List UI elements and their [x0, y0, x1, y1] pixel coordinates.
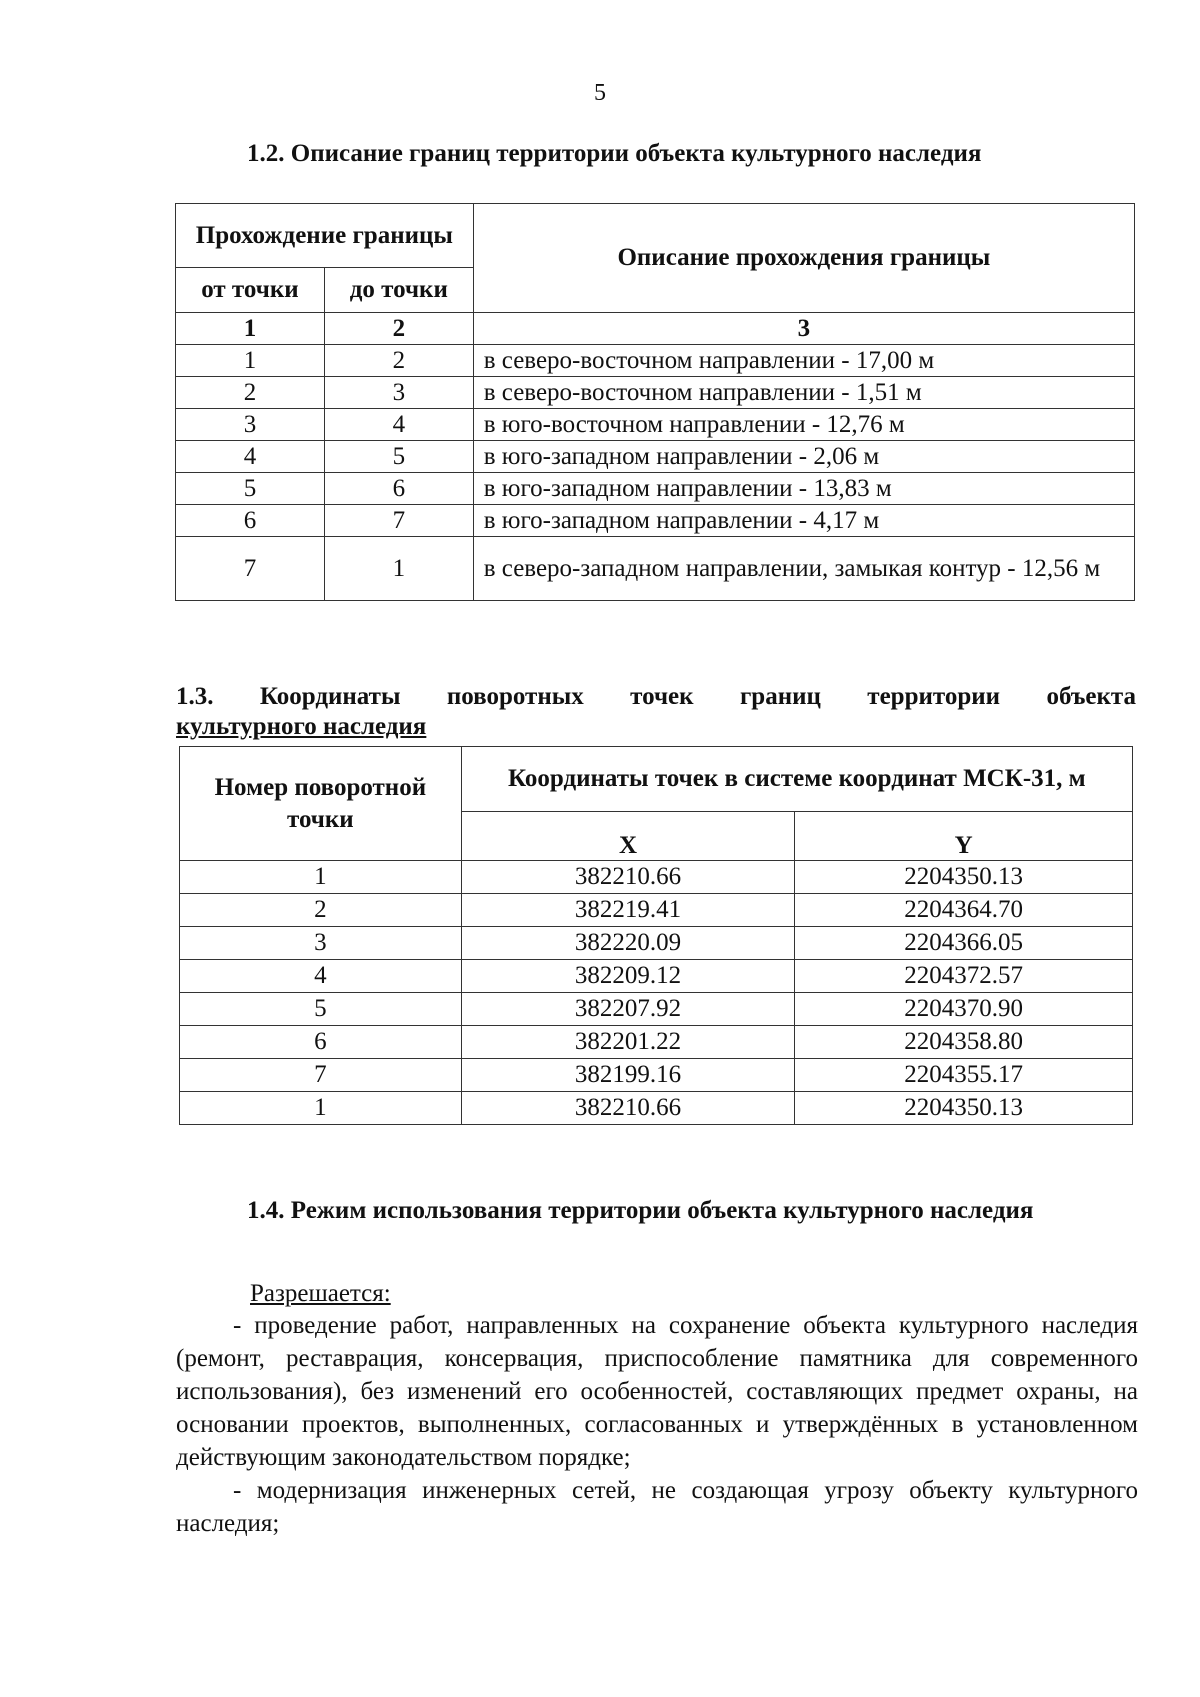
point-number: 4: [180, 960, 462, 993]
from-point: 3: [176, 409, 325, 441]
allowed-label: Разрешается:: [250, 1280, 391, 1307]
coordinate-x: 382220.09: [461, 927, 795, 960]
section-1-3-heading-continued: культурного наследия: [176, 713, 427, 740]
segment-description: в юго-восточном направлении - 12,76 м: [473, 409, 1134, 441]
section-1-3-heading: 1.3. Координаты поворотных точек границ территории объекта: [176, 683, 1136, 710]
from-point: 5: [176, 473, 325, 505]
table-row: [180, 1026, 1133, 1059]
coordinate-y: 2204364.70: [795, 894, 1133, 927]
to-point: 2: [324, 345, 473, 377]
point-number: 6: [180, 1026, 462, 1059]
table-row: [180, 861, 1133, 894]
table-row: [176, 473, 1135, 505]
segment-description: в юго-западном направлении - 4,17 м: [473, 505, 1134, 537]
allowed-item-restoration: - проведение работ, направленных на сохранение объекта культурного наследия (ремонт, реставрация, консервация, приспособление памятника для современного использования), без изменений его особенностей, составляющих предмет охраны, на основании проектов, выполненных, согласованных и утверждённых в установленном действующим законодательством порядке;: [176, 1312, 1138, 1471]
header-boundary-passage: Прохождение границы: [176, 204, 474, 268]
coordinate-y: 2204370.90: [795, 993, 1133, 1026]
segment-description: в юго-западном направлении - 13,83 м: [473, 473, 1134, 505]
table-row: [176, 505, 1135, 537]
segment-description: в северо-восточном направлении - 17,00 м: [473, 345, 1134, 377]
column-number-2: 2: [324, 313, 473, 345]
table-row: [176, 537, 1135, 601]
coordinate-x: 382209.12: [461, 960, 795, 993]
section-1-2-heading: 1.2. Описание границ территории объекта культурного наследия: [247, 140, 982, 167]
to-point: 3: [324, 377, 473, 409]
coordinate-y: 2204355.17: [795, 1059, 1133, 1092]
from-point: 6: [176, 505, 325, 537]
from-point: 1: [176, 345, 325, 377]
point-number: 1: [180, 1092, 462, 1125]
coordinate-y: 2204372.57: [795, 960, 1133, 993]
table-row: [180, 894, 1133, 927]
table-row: [180, 1059, 1133, 1092]
to-point: 1: [324, 537, 473, 601]
header-from-point: от точки: [176, 268, 325, 313]
table-row: [176, 441, 1135, 473]
from-point: 4: [176, 441, 325, 473]
coordinate-y: 2204350.13: [795, 1092, 1133, 1125]
column-number-1: 1: [176, 313, 325, 345]
table-row: [176, 409, 1135, 441]
table-row: [180, 960, 1133, 993]
table-row: [180, 1092, 1133, 1125]
coordinate-y: 2204350.13: [795, 861, 1133, 894]
coordinate-x: 382219.41: [461, 894, 795, 927]
to-point: 7: [324, 505, 473, 537]
point-number: 2: [180, 894, 462, 927]
allowed-item-utilities: - модернизация инженерных сетей, не создающая угрозу объекту культурного наследия;: [176, 1477, 1138, 1537]
point-number: 3: [180, 927, 462, 960]
coordinate-x: 382210.66: [461, 861, 795, 894]
coordinate-y: 2204358.80: [795, 1026, 1133, 1059]
section-1-4-heading: 1.4. Режим использования территории объекта культурного наследия: [247, 1197, 1034, 1224]
boundary-description-table: [175, 203, 1135, 601]
coordinate-x: 382201.22: [461, 1026, 795, 1059]
table-row: [180, 993, 1133, 1026]
point-number: 5: [180, 993, 462, 1026]
page-number: 5: [594, 80, 606, 106]
header-boundary-description: Описание прохождения границы: [473, 204, 1134, 313]
from-point: 7: [176, 537, 325, 601]
coordinate-x: 382207.92: [461, 993, 795, 1026]
coordinate-x: 382199.16: [461, 1059, 795, 1092]
to-point: 5: [324, 441, 473, 473]
table-row: [176, 377, 1135, 409]
header-x: X: [461, 812, 795, 861]
header-y: Y: [795, 812, 1133, 861]
header-to-point: до точки: [324, 268, 473, 313]
coordinate-y: 2204366.05: [795, 927, 1133, 960]
to-point: 6: [324, 473, 473, 505]
segment-description: в северо-восточном направлении - 1,51 м: [473, 377, 1134, 409]
point-number: 1: [180, 861, 462, 894]
coordinates-table: [179, 746, 1133, 1125]
segment-description: в северо-западном направлении, замыкая контур - 12,56 м: [473, 537, 1134, 601]
to-point: 4: [324, 409, 473, 441]
coordinate-x: 382210.66: [461, 1092, 795, 1125]
point-number: 7: [180, 1059, 462, 1092]
header-coordinate-system: Координаты точек в системе координат МСК-31, м: [461, 747, 1132, 812]
header-point-number: Номер поворотной точки: [180, 747, 462, 861]
table-row: [180, 927, 1133, 960]
segment-description: в юго-западном направлении - 2,06 м: [473, 441, 1134, 473]
from-point: 2: [176, 377, 325, 409]
table-row: [176, 345, 1135, 377]
column-number-3: 3: [473, 313, 1134, 345]
